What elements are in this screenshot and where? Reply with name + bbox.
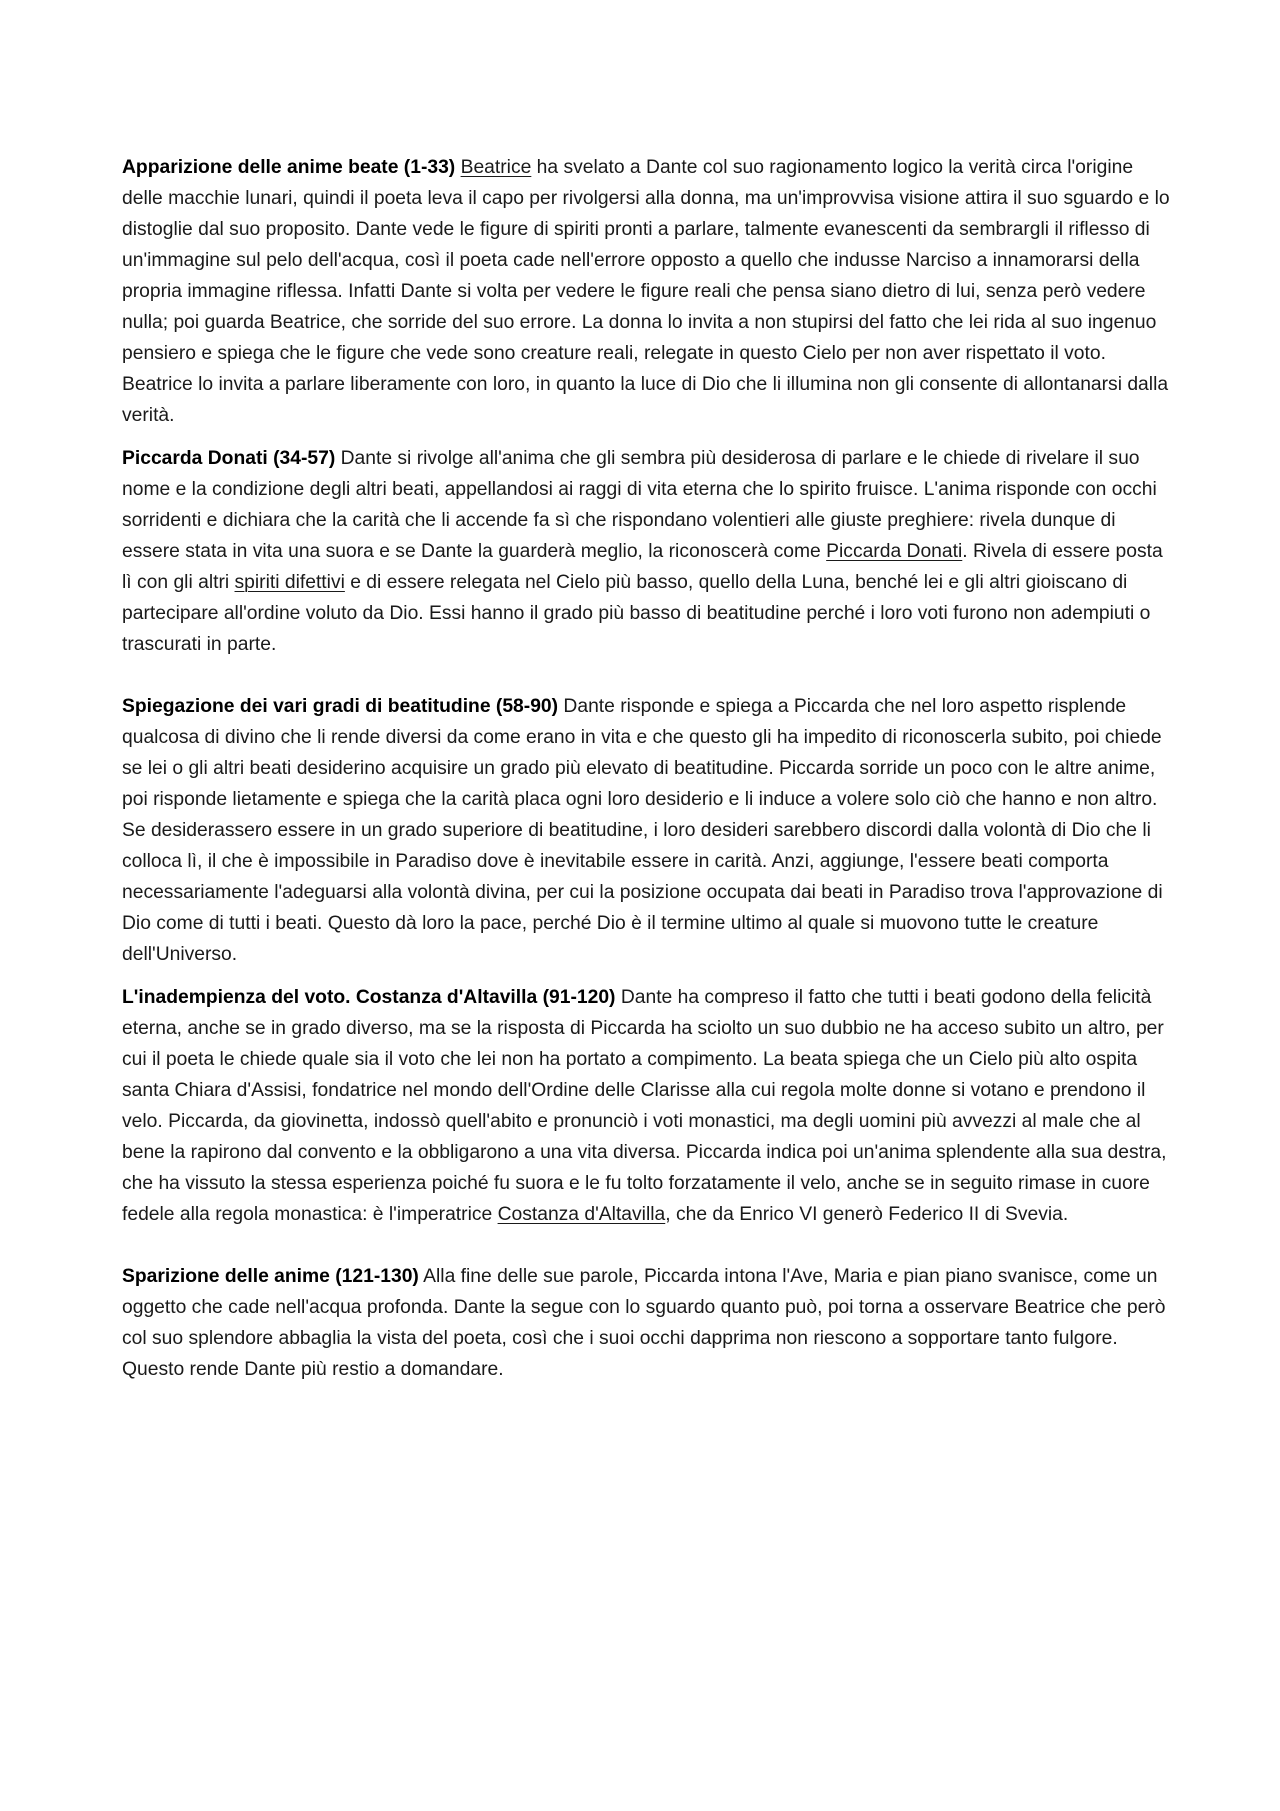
body-text: , che da Enrico VI generò Federico II di Svevia. bbox=[665, 1204, 1069, 1225]
body-text: e di essere relegata nel Cielo più basso, quello della Luna, benché lei e gli altri gioiscano di partecipare all'ordine voluto da Dio. Essi hanno il grado più basso di beatitudine perché i loro voti furono non adempiuti o trascurati in parte. bbox=[122, 572, 1151, 655]
body-text: . Rivela di essere posta lì con gli altri bbox=[122, 541, 1163, 593]
section-heading: Apparizione delle anime beate (1-33) bbox=[122, 157, 456, 178]
paragraph-inadempienza bbox=[122, 982, 1170, 1230]
body-text: Alla fine delle sue parole, Piccarda intona l'Ave, Maria e pian piano svanisce, come un oggetto che cade nell'acqua profonda. Dante la segue con lo sguardo quanto può, poi torna a osservare Beatrice che però col suo splendore abbaglia la vista del poeta, così che i suoi occhi dapprima non riescono a sopportare tanto fulgore. Questo rende Dante più restio a domandare. bbox=[122, 1266, 1166, 1380]
section-heading: Spiegazione dei vari gradi di beatitudine (58-90) bbox=[122, 696, 559, 717]
body-text: Dante ha compreso il fatto che tutti i beati godono della felicità eterna, anche se in grado diverso, ma se la risposta di Piccarda ha sciolto un suo dubbio ne ha acceso subito un altro, per cui il poeta le chiede quale sia il voto che lei non ha portato a compimento. La beata spiega che un Cielo più alto ospita santa Chiara d'Assisi, fondatrice nel mondo dell'Ordine delle Clarisse alla cui regola molte donne si votano e prendono il velo. Piccarda, da giovinetta, indossò quell'abito e pronunciò i voti monastici, ma degli uomini più avvezzi al male che al bene la rapirono dal convento e la obbligarono a una vita diversa. Piccarda indica poi un'anima splendente alla sua destra, che ha vissuto la stessa esperienza poiché fu suora e le fu tolto forzatamente il velo, anche se in seguito rimase in cuore fedele alla regola monastica: è l'imperatrice bbox=[122, 987, 1167, 1225]
body-text: Dante risponde e spiega a Piccarda che nel loro aspetto risplende qualcosa di divino che li rende diversi da come erano in vita e che questo gli ha impedito di riconoscerla subito, poi chiede se lei o gli altri beati desiderino acquisire un grado più elevato di beatitudine. Piccarda sorride un poco con le altre anime, poi risponde lietamente e spiega che la carità placa ogni loro desiderio e li induce a volere solo ciò che hanno e non altro. Se desiderassero essere in un grado superiore di beatitudine, i loro desideri sarebbero discordi dalla volontà di Dio che li colloca lì, il che è impossibile in Paradiso dove è inevitabile essere in carità. Anzi, aggiunge, l'essere beati comporta necessariamente l'adeguarsi alla volontà divina, per cui la posizione occupata dai beati in Paradiso trova l'approvazione di Dio come di tutti i beati. Questo dà loro la pace, perché Dio è il termine ultimo al quale si muovono tutte le creature dell'Universo. bbox=[122, 696, 1163, 965]
paragraph-piccarda bbox=[122, 443, 1170, 660]
paragraph-sparizione bbox=[122, 1261, 1170, 1385]
section-heading: L'inadempienza del voto. Costanza d'Altavilla (91-120) bbox=[122, 987, 616, 1008]
body-text: ha svelato a Dante col suo ragionamento logico la verità circa l'origine delle macchie lunari, quindi il poeta leva il capo per rivolgersi alla donna, ma un'improvvisa visione attira il suo sguardo e lo distoglie dal suo proposito. Dante vede le figure di spiriti pronti a parlare, talmente evanescenti da sembrargli il riflesso di un'immagine sul pelo dell'acqua, così il poeta cade nell'errore opposto a quello che indusse Narciso a innamorarsi della propria immagine riflessa. Infatti Dante si volta per vedere le figure reali che pensa siano dietro di lui, senza però vedere nulla; poi guarda Beatrice, che sorride del suo errore. La donna lo invita a non stupirsi del fatto che lei rida al suo ingenuo pensiero e spiega che le figure che vede sono creature reali, relegate in questo Cielo per non aver rispettato il voto. Beatrice lo invita a parlare liberamente con loro, in quanto la luce di Dio che li illumina non gli consente di allontanarsi dalla verità. bbox=[122, 157, 1170, 426]
link-beatrice[interactable]: Beatrice bbox=[460, 157, 532, 178]
document-page bbox=[122, 152, 1170, 1385]
paragraph-spiegazione bbox=[122, 691, 1170, 970]
link-piccarda-donati[interactable]: Piccarda Donati bbox=[826, 541, 963, 562]
section-heading: Sparizione delle anime (121-130) bbox=[122, 1266, 419, 1287]
link-costanza-altavilla[interactable]: Costanza d'Altavilla bbox=[497, 1204, 666, 1225]
paragraph-apparizione bbox=[122, 152, 1170, 431]
body-text: Dante si rivolge all'anima che gli sembra più desiderosa di parlare e le chiede di rivelare il suo nome e la condizione degli altri beati, appellandosi ai raggi di vita eterna che lo spirito fruisce. L'anima risponde con occhi sorridenti e dichiara che la carità che li accende fa sì che rispondano volentieri alle giuste preghiere: rivela dunque di essere stata in vita una suora e se Dante la guarderà meglio, la riconoscerà come bbox=[122, 448, 1157, 562]
link-spiriti-difettivi[interactable]: spiriti difettivi bbox=[234, 572, 345, 593]
section-heading: Piccarda Donati (34-57) bbox=[122, 448, 336, 469]
